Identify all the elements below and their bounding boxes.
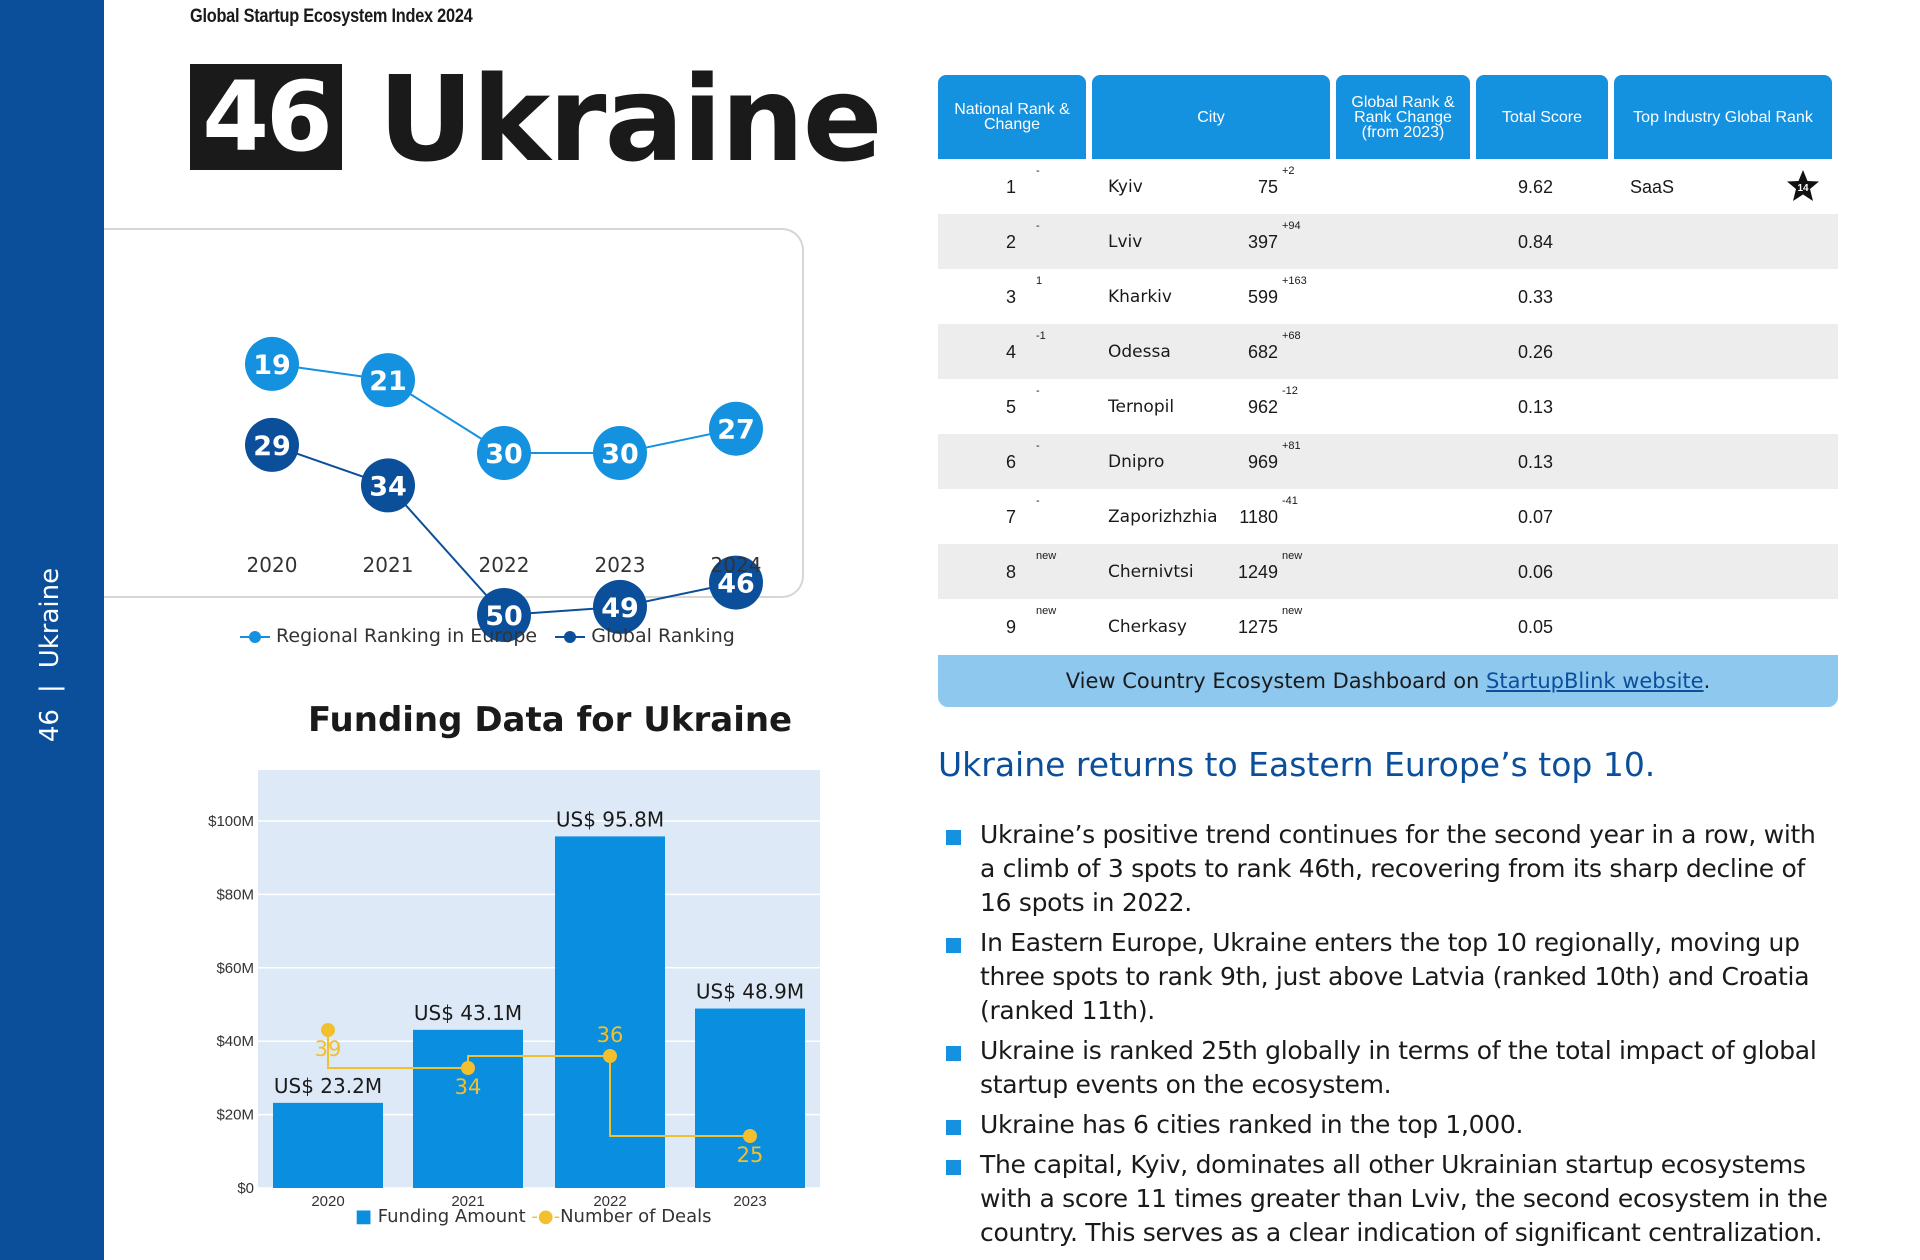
score-cell: 0.13	[1518, 452, 1554, 472]
global-rank-cell: 682	[1247, 342, 1278, 362]
city-cell: Kharkiv	[1108, 287, 1172, 307]
sidebar-country: Ukraine	[35, 567, 65, 669]
y-tick-label: $80M	[216, 886, 254, 904]
global-rank-cell: 397	[1247, 232, 1278, 252]
x-tick-label: 2022	[478, 553, 530, 577]
rank-change-cell: 1	[1036, 275, 1043, 287]
city-cell: Cherkasy	[1108, 617, 1187, 637]
legend-regional-marker	[240, 631, 270, 643]
global-rank-cell: 962	[1247, 397, 1278, 417]
global-rank-cell: 1275	[1237, 617, 1278, 637]
header-global-rank: Global Rank & Rank Change (from 2023)	[1336, 75, 1470, 159]
rank-cell: 7	[1006, 507, 1017, 527]
rank-cell: 5	[1006, 397, 1017, 417]
global-rank-cell: 1249	[1237, 562, 1278, 582]
table-row	[938, 379, 1838, 434]
bullet-text: The capital, Kyiv, dominates all other Ukrainian startup ecosystems with a score 11 times greater than Lviv, the second ecosystem in the country. This serves as a clear indication of significant centralization.	[980, 1150, 1828, 1247]
score-cell: 0.26	[1518, 342, 1554, 362]
city-cell: Odessa	[1108, 342, 1171, 362]
x-tick-label: 2024	[710, 553, 762, 577]
global-change-cell: new	[1282, 550, 1303, 562]
rank-change-cell: -	[1036, 440, 1040, 452]
legend-funding-marker: ■	[355, 1206, 373, 1227]
bullet-text: Ukraine has 6 cities ranked in the top 1,000.	[980, 1110, 1524, 1139]
rank-cell: 3	[1006, 287, 1017, 307]
city-table	[938, 75, 1838, 654]
funding-bar	[413, 1030, 523, 1188]
city-cell: Lviv	[1108, 232, 1143, 252]
rank-cell: 2	[1006, 232, 1017, 252]
report-title: Global Startup Ecosystem Index 2024	[190, 6, 473, 27]
table-body	[938, 159, 1838, 654]
analysis-bullets	[938, 818, 1838, 1256]
bullet-square-icon	[946, 830, 961, 845]
legend-global-marker	[555, 631, 585, 643]
x-tick-label: 2022	[593, 1193, 627, 1210]
industry-rank-label: 14	[1797, 183, 1809, 194]
table-row	[938, 434, 1838, 489]
table-row	[938, 599, 1838, 654]
page-number: 46	[35, 709, 65, 743]
rank-point-label: 49	[601, 592, 639, 624]
industry-cell: SaaS	[1630, 177, 1675, 197]
city-cell: Dnipro	[1108, 452, 1165, 472]
legend-deals-label: Number of Deals	[560, 1206, 712, 1227]
rank-cell: 8	[1006, 562, 1017, 582]
rank-change-cell: -	[1036, 385, 1040, 397]
funding-legend	[355, 1206, 712, 1227]
rank-change-cell: new	[1036, 605, 1057, 617]
analysis-bullet	[938, 1034, 1838, 1102]
bullet-text: In Eastern Europe, Ukraine enters the top 10 regionally, moving up three spots to rank 9th, just above Latvia (ranked 10th) and Croatia (ranked 11th).	[980, 928, 1810, 1025]
bullet-square-icon	[946, 938, 961, 953]
dashboard-end: .	[1703, 669, 1711, 693]
header-total-score: Total Score	[1476, 75, 1608, 159]
separator: |	[35, 684, 65, 694]
rank-change-cell: -	[1036, 495, 1040, 507]
y-tick-label: $20M	[216, 1106, 254, 1124]
city-cell: Kyiv	[1108, 177, 1143, 197]
funding-bar-label: US$ 43.1M	[413, 1000, 523, 1025]
analysis-bullet	[938, 1108, 1838, 1142]
rank-point-label: 34	[369, 471, 407, 503]
dashboard-banner	[938, 655, 1838, 707]
y-tick-label: $0	[237, 1180, 254, 1197]
global-rank-cell: 969	[1247, 452, 1278, 472]
x-tick-label: 2023	[594, 553, 646, 577]
legend-funding-label: Funding Amount	[377, 1206, 526, 1227]
legend-regional-label: Regional Ranking in Europe	[276, 625, 538, 647]
table-row	[938, 159, 1838, 214]
legend-global-label: Global Ranking	[591, 625, 735, 647]
deals-point-label: 25	[736, 1143, 764, 1167]
score-cell: 0.05	[1518, 617, 1554, 637]
city-cell: Chernivtsi	[1108, 562, 1194, 582]
table-header	[938, 75, 1838, 159]
score-cell: 0.84	[1518, 232, 1554, 252]
y-tick-label: $60M	[216, 959, 254, 977]
city-cell: Zaporizhzhia	[1108, 507, 1218, 527]
x-tick-label: 2020	[246, 553, 298, 577]
global-change-cell: +81	[1282, 440, 1301, 452]
startupblink-link[interactable]: StartupBlink website	[1486, 669, 1704, 693]
analysis-bullet	[938, 926, 1838, 1028]
funding-bar-label: US$ 48.9M	[695, 979, 805, 1004]
rank-point-label: 30	[601, 439, 639, 470]
rank-point-label: 27	[717, 414, 755, 446]
x-tick-label: 2021	[362, 553, 414, 577]
ranking-legend	[240, 625, 735, 647]
legend-deals-marker: -●-	[531, 1206, 561, 1227]
deals-point-label: 34	[454, 1075, 482, 1099]
rank-cell: 4	[1006, 342, 1017, 362]
header-national-rank: National Rank & Change	[938, 75, 1086, 159]
global-rank-cell: 75	[1257, 177, 1278, 197]
funding-bar-label: US$ 95.8M	[555, 807, 665, 832]
rank-change-cell: -	[1036, 220, 1040, 232]
star-icon	[1786, 169, 1820, 208]
rank-point-label: 46	[717, 568, 755, 600]
rank-change-cell: -1	[1036, 330, 1046, 342]
deals-point	[321, 1023, 335, 1037]
deals-point-label: 39	[314, 1037, 342, 1061]
global-change-cell: +163	[1282, 275, 1307, 287]
bullet-square-icon	[946, 1120, 961, 1135]
global-change-cell: -41	[1282, 495, 1298, 507]
table-row	[938, 489, 1838, 544]
rank-point-label: 30	[485, 439, 523, 470]
rank-change-cell: -	[1036, 165, 1040, 177]
page-title: Ukraine	[378, 50, 881, 188]
y-tick-label: $100M	[208, 813, 254, 830]
x-tick-label: 2021	[451, 1193, 485, 1210]
score-cell: 0.07	[1518, 507, 1554, 527]
score-cell: 0.13	[1518, 397, 1554, 417]
bullet-text: Ukraine’s positive trend continues for the second year in a row, with a climb of 3 spots to rank 46th, recovering from its sharp decline of 16 spots in 2022.	[980, 820, 1816, 917]
funding-title: Funding Data for Ukraine	[308, 700, 793, 740]
table-row	[938, 269, 1838, 324]
bullet-text: Ukraine is ranked 25th globally in terms of the total impact of global startup events on the ecosystem.	[980, 1036, 1817, 1099]
rank-point-label: 50	[485, 601, 523, 632]
deals-point	[461, 1061, 475, 1075]
rank-point-label: 29	[253, 430, 291, 462]
x-tick-label: 2020	[311, 1193, 345, 1210]
x-tick-label: 2023	[733, 1193, 767, 1210]
table-row	[938, 544, 1838, 599]
global-rank-cell: 1180	[1239, 507, 1278, 527]
city-cell: Ternopil	[1108, 397, 1175, 417]
table-row	[938, 324, 1838, 379]
funding-chart	[180, 760, 830, 1240]
analysis-bullet	[938, 1148, 1838, 1250]
global-change-cell: -12	[1282, 385, 1298, 397]
rank-cell: 6	[1006, 452, 1017, 472]
global-change-cell: +2	[1282, 165, 1295, 177]
rank-badge: 46	[190, 64, 342, 170]
global-change-cell: +68	[1282, 330, 1301, 342]
ranking-chart	[0, 0, 762, 680]
global-change-cell: +94	[1282, 220, 1301, 232]
global-change-cell: new	[1282, 605, 1303, 617]
score-cell: 0.06	[1518, 562, 1554, 582]
global-rank-cell: 599	[1247, 287, 1278, 307]
bullet-square-icon	[946, 1160, 961, 1175]
analysis-bullet	[938, 818, 1838, 920]
bullet-square-icon	[946, 1046, 961, 1061]
rank-point-label: 21	[369, 366, 407, 398]
rank-cell: 1	[1006, 177, 1017, 197]
rank-change-cell: new	[1036, 550, 1057, 562]
analysis-headline: Ukraine returns to Eastern Europe’s top 10.	[938, 745, 1656, 784]
rank-cell: 9	[1006, 617, 1017, 637]
rank-point-label: 19	[253, 349, 291, 381]
dashboard-text: View Country Ecosystem Dashboard on	[1065, 669, 1487, 693]
deals-point-label: 36	[596, 1023, 624, 1047]
header-city: City	[1092, 75, 1330, 159]
y-tick-label: $40M	[216, 1033, 254, 1051]
deals-point	[743, 1129, 757, 1143]
header-top-industry: Top Industry Global Rank	[1614, 75, 1832, 159]
table-row	[938, 214, 1838, 269]
deals-point	[603, 1049, 617, 1063]
score-cell: 9.62	[1518, 177, 1554, 197]
score-cell: 0.33	[1518, 287, 1554, 307]
funding-bar	[273, 1103, 383, 1188]
funding-bar-label: US$ 23.2M	[273, 1073, 383, 1098]
